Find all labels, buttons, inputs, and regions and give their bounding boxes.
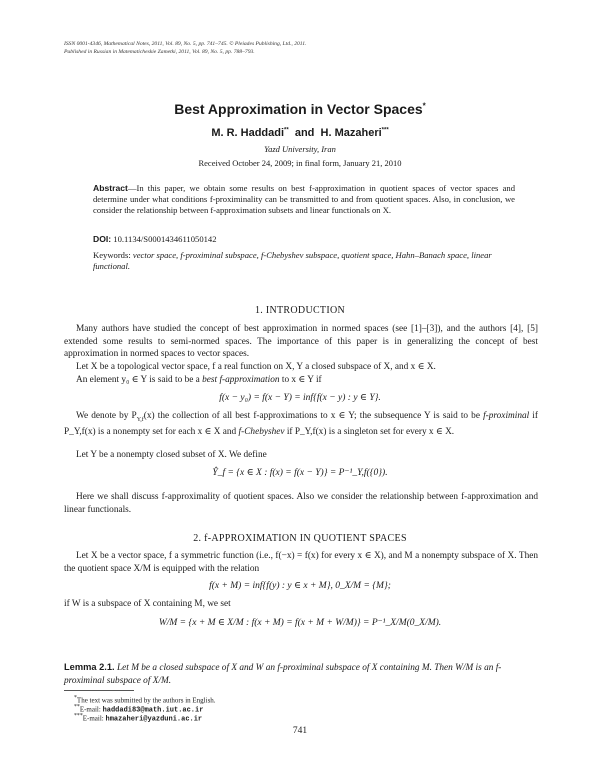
page-number: 741 [292,726,308,736]
section-heading-introduction: 1. INTRODUCTION [254,305,346,316]
doi [93,234,217,244]
paragraph-4 [64,410,538,439]
paragraph-5: Let Y be a nonempty closed subset of X. We define [76,450,267,460]
keywords-label: Keywords: [93,250,131,260]
footnote-2-label: E-mail: [79,705,103,714]
lemma-label: Lemma 2.1. [64,662,115,672]
journal-header-line1: ISSN 0001-4346, Mathematical Notes, 2011, Vol. 89, No. 5, pp. 741–745. © Pleiades Publishing, Ltd., 2011. [64,41,307,47]
equation-3: f(x + M) = inf{f(y) : y ∈ x + M}, 0_X/M = {M}; [209,581,391,591]
lemma-2-1 [64,661,538,687]
footnote-rule [64,690,134,691]
paragraph-4-a: We denote by P [76,411,137,421]
footnote-3-email: hmazaheri@yazduni.ac.ir [105,715,203,724]
doi-label: DOI: [93,234,112,244]
keywords-text: vector space, f-proximinal subspace, f-Chebyshev subspace, quotient space, Hahn–Banach space, linear functional. [93,250,492,271]
footnote-3-label: E-mail: [82,714,106,723]
paragraph-6: Here we shall discuss f-approximality of quotient spaces. Also we consider the relationship between f-approximation and linear functionals. [64,492,538,515]
paper-title [0,101,600,117]
equation-1: f(x − y₀) = f(x − Y) = inf{f(x − y) : y ∈ Y}. [219,393,381,403]
footnote-1-mark: * [74,695,77,701]
paragraph-3-emphasis: best f-approximation [202,375,280,385]
paragraph-7: Let X be a vector space, f a symmetric function (i.e., f(−x) = f(x) for every x ∈ X), and M a nonempty subspace of X. Then the quotient space X/M is equipped with the relation [64,551,538,574]
journal-header-line2: Published in Russian in Matematicheskie Zametki, 2011, Vol. 89, No. 5, pp. 788–793. [64,49,255,55]
author-2: H. Mazaheri [320,127,382,139]
author-1: M. R. Haddadi [211,127,285,139]
abstract-text: —In this paper, we obtain some results on best f-approximation in quotient spaces of vector spaces and determine under what conditions f-proximinality can be transmitted to and from quotient spaces. Also, in conclusion, we consider the relationship between f-approximation subsets and linear functionals on X. [93,183,515,215]
keywords [93,250,515,272]
paragraph-4-b: (x) the collection of all best f-approximations to x ∈ Y; the subsequence Y is said to be [143,411,484,421]
equation-2: Ŷ_f = {x ∈ X : f(x) = f(x − Y)} = P⁻¹_Y,f({0}). [212,468,388,478]
paragraph-4-emphasis-2: f-Chebyshev [238,427,285,438]
author-line [0,127,600,139]
author-conjunction: and [294,127,315,139]
author-2-mark: *** [381,127,389,134]
title-footnote-mark: * [422,101,426,111]
equation-4: W/M = {x + M ∈ X/M : f(x + M) = f(x + M + W/M)} = P⁻¹_X/M(0_X/M). [158,618,442,628]
footnote-2-mark: ** [74,704,80,710]
paper-title-text: Best Approximation in Vector Spaces [174,101,423,117]
paragraph-4-c: if P_Y,f(x) is a nonempty set for each x ∈ X and [64,411,538,438]
author-1-mark: ** [284,127,289,134]
paragraph-3 [64,374,538,387]
paragraph-2: Let X be a topological vector space, f a real function on X, Y a closed subspace of X, and x ∈ X. [76,362,436,372]
paragraph-4-emphasis-1: f-proximinal [483,411,530,421]
footnote-3-mark: *** [74,713,83,719]
doi-value: 10.1134/S0001434611050142 [113,234,217,244]
footnote-3 [74,712,202,724]
paragraph-1: Many authors have studied the concept of best approximation in normed spaces (see [1]–[3]), and the authors [4], [5] extended some results to semi-normed spaces. The importance of this paper is in generalizing the concept of best approximation in normed spaces to vector spaces. [64,324,538,359]
footnote-1-text: The text was submitted by the authors in English. [76,696,216,705]
abstract-label: Abstract [93,183,128,193]
abstract [93,183,515,216]
journal-header [64,40,544,56]
received-dates: Received October 24, 2009; in final form, January 21, 2010 [198,158,402,168]
paragraph-4-sub: Y,f [136,416,144,423]
affiliation: Yazd University, Iran [264,144,336,154]
lemma-text: Let M be a closed subspace of X and W an f-proximinal subspace of X containing M. Then W/M is an f-proximinal subspace of X/M. [64,663,502,686]
paragraph-3-a: An element y₀ ∈ Y is said to be a [76,375,203,385]
footnote-2-email: haddadi83@math.iut.ac.ir [102,706,204,715]
paragraph-4-d: if P_Y,f(x) is a singleton set for every x ∈ X. [284,427,455,438]
paragraph-8: if W is a subspace of X containing M, we set [64,599,231,609]
paragraph-3-b: to x ∈ Y if [279,375,322,385]
section-heading-quotient-spaces: 2. f-APPROXIMATION IN QUOTIENT SPACES [193,533,407,544]
